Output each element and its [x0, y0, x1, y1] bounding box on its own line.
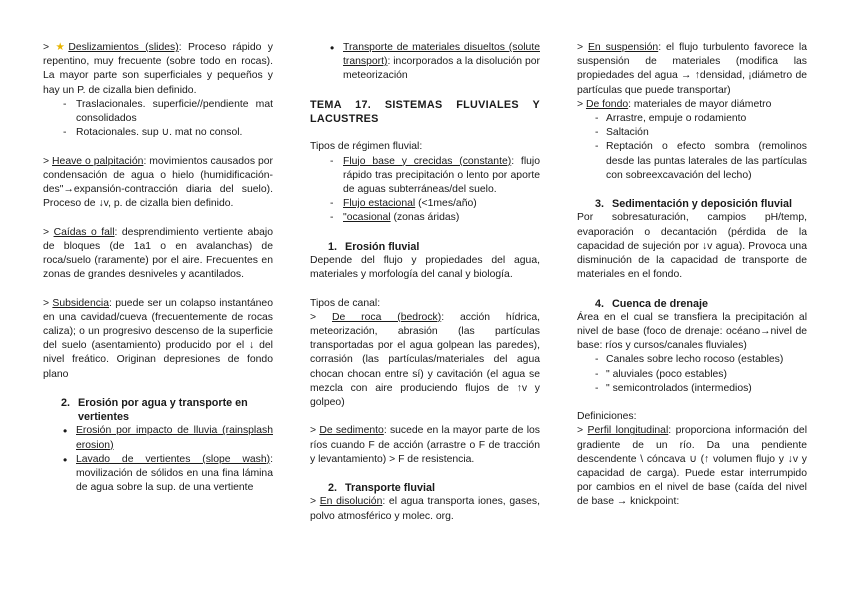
star-icon: ★: [55, 42, 69, 53]
definiciones-intro: Definiciones:: [577, 411, 637, 423]
fondo-paragraph: > De fondo: materiales de mayor diámetro: [577, 98, 772, 110]
heave-term: Heave o palpitación: [52, 155, 144, 167]
list-item: - Flujo base y crecidas (constante): flujo rápido tras precipitación o lento por aporte de aguas subterráneas/del suelo.: [310, 155, 540, 198]
list-item: - Reptación o efecto sombra (remolinos desde las puntas laterales de las partículas con sobreexcavación del lecho): [577, 140, 807, 183]
section-heading-sedimentacion: 3. Sedimentación y deposición fluvial: [595, 198, 792, 211]
erosion-fluvial-text: Depende del flujo y propiedades del agua, materiales y morfología del canal y biología.: [310, 255, 540, 281]
section-heading-erosion-agua: 2. Erosión por agua y transporte en vertientes: [61, 397, 248, 424]
deslizamientos-term: Deslizamientos (slides): [68, 42, 179, 53]
sedimentacion-text: Por sobresaturación, campios pH/temp, evaporación o decantación (pérdida de la capacidad de sujeción por ↓v agua). Provoca una disminución de la capacidad de transporte de materiales en el fondo.: [577, 212, 807, 281]
list-item: • Erosión por impacto de lluvia (rainsplash erosion): [43, 424, 273, 452]
list-item: - " semicontrolados (intermedios): [577, 382, 807, 396]
subsidencia-term: Subsidencia: [52, 297, 110, 309]
list-item: - Arrastre, empuje o rodamiento: [577, 112, 807, 126]
column-3: [577, 41, 807, 510]
perfil-paragraph: > Perfil longitudinal: proporciona información del gradiente de un río. Da una pendiente descendente \ cóncava ∪ (↑ volumen flujo y ↓v y capacidad de carga). Puede estar interrumpido por cambios en el nivel de base (caída del nivel de base → knickpoint:: [577, 425, 807, 508]
roca-paragraph: > De roca (bedrock): acción hídrica, meteorización, abrasión (las partículas transportadas por el agua golpean las paredes), corrasión (las partículas/materiales del agua chocan chocan entre sí) y cavitación (el agua se mezcla con aire produciendo flujos de ↑v y golpeo): [310, 311, 540, 409]
sedimento-term: De sedimento: [319, 425, 384, 437]
erosion-agua-list: [43, 424, 273, 495]
roca-term: De roca (bedrock): [331, 311, 442, 323]
cuenca-text: Área en el cual se transfiera la precipitación al nivel de base (foco de drenaje: océano→nivel de base: ríos y cursos/canales fluviales): [577, 311, 807, 352]
column-2: [310, 41, 540, 524]
list-item: - Flujo estacional (<1mes/año): [310, 197, 540, 211]
heave-paragraph: > Heave o palpitación: movimientos causados por condensación de agua o hielo (humidificación-des"→expansión-contracción diaria del suelo). Proceso de ↓v, p. de cizalla bien definido.: [43, 155, 273, 210]
tema-title: TEMA 17. SISTEMAS FLUVIALES Y LACUSTRES: [310, 98, 540, 125]
fondo-term: De fondo: [585, 98, 629, 110]
disolucion-term: En disolución: [319, 496, 383, 508]
section-heading-transporte-fluvial: 2. Transporte fluvial: [328, 482, 435, 495]
regimen-intro: Tipos de régimen fluvial:: [310, 141, 423, 153]
deslizamientos-paragraph: > ★Deslizamientos (slides): Proceso rápido y repentino, muy frecuente (sobre todo en rocas). La mayor parte son superficiales y pequeños y hay un P. de cizalla bien definido.: [43, 42, 273, 96]
deslizamientos-list: [43, 98, 273, 141]
list-item: - Canales sobre lecho rocoso (estables): [577, 353, 807, 367]
canal-intro: Tipos de canal:: [310, 297, 381, 309]
suspension-term: En suspensión: [588, 42, 659, 53]
subsidencia-paragraph: > Subsidencia: puede ser un colapso instantáneo en una cavidad/cueva (frecuentemente de rocas caliza); o un progresivo descenso de la superficie del suelo (asentamiento) producido por el ↓ del nivel freático. Originan depresiones de fondo plano: [43, 297, 273, 380]
cuenca-list: [577, 353, 807, 396]
list-item: - Saltación: [577, 126, 807, 140]
caidas-term: Caídas o fall: [53, 226, 115, 238]
list-item: - "ocasional (zonas áridas): [310, 211, 540, 225]
caidas-paragraph: > Caídas o fall: desprendimiento vertiente abajo de bloques (de 1a1 o en avalanchas) de roca/suelo (raramente) por el aire. Frecuentes en zonas de grandes desniveles y acantilados.: [43, 226, 273, 281]
suspension-paragraph: > En suspensión: el flujo turbulento favorece la suspensión de materiales (modifica las propiedades del agua → ↑densidad, ¡diámetro de partículas que puede transportar): [577, 42, 807, 96]
list-item: • Transporte de materiales disueltos (solute transport): incorporados a la disolución por meteorización: [310, 41, 540, 84]
fondo-list: [577, 112, 807, 183]
section-heading-cuenca: 4. Cuenca de drenaje: [595, 297, 709, 310]
list-item: - Rotacionales. sup ∪. mat no consol.: [43, 126, 273, 140]
disolucion-paragraph: > En disolución: el agua transporta iones, gases, polvo atmosférico y molec. org.: [310, 496, 540, 522]
list-item: - Traslacionales. superficie//pendiente mat consolidados: [43, 98, 273, 126]
section-heading-erosion-fluvial: 1. Erosión fluvial: [328, 240, 420, 253]
column-1: [43, 41, 273, 495]
regimen-list: [310, 155, 540, 226]
list-item: - " aluviales (poco estables): [577, 368, 807, 382]
perfil-term: Perfil longitudinal: [587, 425, 669, 437]
sedimento-paragraph: > De sedimento: sucede en la mayor parte de los ríos cuando F de acción (arrastre o F de tracción y levantamiento) > F de resistencia.: [310, 425, 540, 465]
list-item: • Lavado de vertientes (slope wash): movilización de sólidos en una fina lámina de agua sobre la sup. de una vertiente: [43, 453, 273, 496]
transporte-disuelto-list: [310, 41, 540, 84]
